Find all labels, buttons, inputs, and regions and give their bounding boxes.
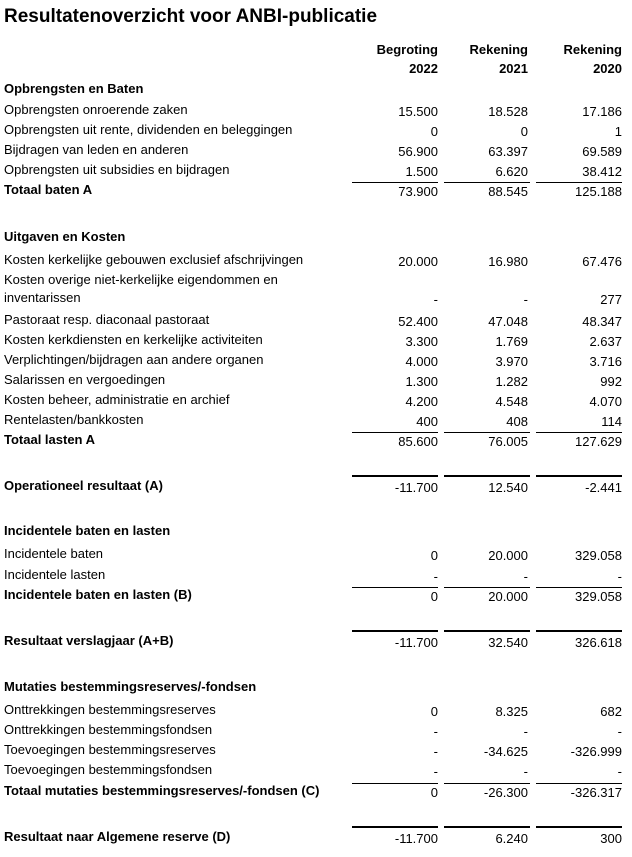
row-value: -326.999	[570, 744, 622, 759]
row-value: 69.589	[582, 144, 622, 159]
row-label: Salarissen en vergoedingen	[4, 372, 166, 387]
row-value: 2.637	[589, 334, 622, 349]
rule-line	[444, 630, 530, 632]
row-value: 127.629	[575, 434, 622, 449]
row-label: Opbrengsten uit subsidies en bijdragen	[4, 162, 230, 177]
row-label: Bijdragen van leden en anderen	[4, 142, 189, 157]
rule-line	[536, 587, 622, 588]
row-value: -	[433, 292, 438, 307]
row-label: Onttrekkingen bestemmingsfondsen	[4, 722, 213, 737]
row-value: 3.300	[405, 334, 438, 349]
rule-line	[444, 783, 530, 784]
row-value: 12.540	[488, 480, 528, 495]
row-value: 15.500	[398, 104, 438, 119]
row-value: -	[433, 724, 438, 739]
row-value: 0	[430, 785, 438, 800]
row-heading: Totaal lasten A	[4, 432, 96, 447]
row-value: -	[523, 569, 528, 584]
row-value: -34.625	[483, 744, 528, 759]
row-value: 67.476	[582, 254, 622, 269]
rule-line	[536, 475, 622, 477]
row-heading: Totaal mutaties bestemmingsreserves/-fondsen (C)	[4, 783, 320, 798]
row-value: 6.620	[495, 164, 528, 179]
row-value: 76.005	[488, 434, 528, 449]
row-value: -	[523, 292, 528, 307]
row-label: Opbrengsten uit rente, dividenden en beleggingen	[4, 122, 293, 137]
column-header-2022	[338, 40, 438, 78]
column-header-2021	[428, 40, 528, 78]
row-label: Rentelasten/bankkosten	[4, 412, 144, 427]
row-value: -326.317	[570, 785, 622, 800]
row-value: 8.325	[495, 704, 528, 719]
row-label: Kosten overige niet-kerkelijke eigendommen en inventarissen	[4, 272, 278, 305]
rule-line	[444, 182, 530, 183]
row-label: Kosten kerkelijke gebouwen exclusief afschrijvingen	[4, 252, 304, 267]
row-value: 56.900	[398, 144, 438, 159]
row-heading: Operationeel resultaat (A)	[4, 478, 163, 493]
row-value: 88.545	[488, 184, 528, 199]
row-label: Kosten beheer, administratie en archief	[4, 392, 230, 407]
column-header-year: 2021	[499, 61, 528, 76]
row-value: 1.282	[495, 374, 528, 389]
rule-line	[536, 826, 622, 828]
rule-line	[444, 826, 530, 828]
row-value: 20.000	[488, 589, 528, 604]
row-value: -	[433, 569, 438, 584]
row-heading: Incidentele baten en lasten	[4, 523, 171, 538]
row-value: 1.300	[405, 374, 438, 389]
rule-line	[352, 826, 438, 828]
row-value: 17.186	[582, 104, 622, 119]
row-value: -11.700	[394, 480, 438, 495]
row-value: 3.716	[589, 354, 622, 369]
row-heading: Totaal baten A	[4, 182, 93, 197]
rule-line	[444, 475, 530, 477]
row-value: 4.000	[405, 354, 438, 369]
row-value: 48.347	[582, 314, 622, 329]
row-value: 38.412	[582, 164, 622, 179]
row-value: 85.600	[398, 434, 438, 449]
row-value: 1	[614, 124, 622, 139]
row-value: -26.300	[483, 785, 528, 800]
row-value: 329.058	[575, 589, 622, 604]
row-label: Opbrengsten onroerende zaken	[4, 102, 188, 117]
rule-line	[352, 630, 438, 632]
row-value: -2.441	[585, 480, 622, 495]
row-value: 1.500	[405, 164, 438, 179]
row-value: -	[433, 744, 438, 759]
column-header-type: Rekening	[563, 42, 622, 57]
row-value: 16.980	[488, 254, 528, 269]
row-value: 114	[601, 414, 622, 429]
row-value: 125.188	[575, 184, 622, 199]
row-value: 682	[600, 704, 622, 719]
row-value: 326.618	[575, 635, 622, 650]
row-value: 6.240	[495, 831, 528, 846]
row-value: 0	[430, 124, 438, 139]
rule-line	[536, 432, 622, 433]
row-label: Incidentele lasten	[4, 567, 106, 582]
row-value: -	[617, 764, 622, 779]
row-value: 992	[600, 374, 622, 389]
row-label: Verplichtingen/bijdragen aan andere organen	[4, 352, 264, 367]
rule-line	[352, 783, 438, 784]
row-value: -	[523, 764, 528, 779]
row-value: 52.400	[398, 314, 438, 329]
row-value: 20.000	[398, 254, 438, 269]
row-value: -	[523, 724, 528, 739]
row-value: 0	[430, 548, 438, 563]
rule-line	[444, 432, 530, 433]
row-value: 0	[430, 704, 438, 719]
rule-line	[536, 783, 622, 784]
rule-line	[444, 587, 530, 588]
row-value: 4.548	[495, 394, 528, 409]
row-heading: Resultaat verslagjaar (A+B)	[4, 633, 174, 648]
row-heading: Incidentele baten en lasten (B)	[4, 587, 192, 602]
column-header-year: 2022	[409, 61, 438, 76]
row-heading: Mutaties bestemmingsreserves/-fondsen	[4, 679, 257, 694]
row-value: 3.970	[495, 354, 528, 369]
row-value: -	[617, 724, 622, 739]
row-value: 329.058	[575, 548, 622, 563]
row-value: 4.070	[589, 394, 622, 409]
row-value: 4.200	[405, 394, 438, 409]
row-value: 0	[520, 124, 528, 139]
row-value: 300	[600, 831, 622, 846]
row-value: 47.048	[488, 314, 528, 329]
column-header-type: Rekening	[469, 42, 528, 57]
rule-line	[536, 182, 622, 183]
row-heading: Uitgaven en Kosten	[4, 229, 126, 244]
rule-line	[536, 630, 622, 632]
row-label: Pastoraat resp. diaconaal pastoraat	[4, 312, 210, 327]
column-header-2020	[522, 40, 622, 78]
row-value: -11.700	[394, 831, 438, 846]
column-header-type: Begroting	[376, 42, 438, 57]
row-value: 18.528	[488, 104, 528, 119]
row-label: Toevoegingen bestemmingsfondsen	[4, 762, 213, 777]
row-value: 400	[416, 414, 438, 429]
row-label: Toevoegingen bestemmingsreserves	[4, 742, 216, 757]
row-value: 0	[430, 589, 438, 604]
column-header-year: 2020	[593, 61, 622, 76]
row-value: -11.700	[394, 635, 438, 650]
row-value: 20.000	[488, 548, 528, 563]
rule-line	[352, 182, 438, 183]
row-label: Onttrekkingen bestemmingsreserves	[4, 702, 216, 717]
row-heading: Resultaat naar Algemene reserve (D)	[4, 829, 231, 844]
rule-line	[352, 432, 438, 433]
row-value: 32.540	[488, 635, 528, 650]
row-value: 408	[506, 414, 528, 429]
row-value: 277	[600, 292, 622, 307]
row-value: -	[617, 569, 622, 584]
row-label: Incidentele baten	[4, 546, 104, 561]
row-heading: Opbrengsten en Baten	[4, 81, 144, 96]
rule-line	[352, 587, 438, 588]
row-value: 63.397	[488, 144, 528, 159]
row-value: 1.769	[495, 334, 528, 349]
row-value: 73.900	[398, 184, 438, 199]
rule-line	[352, 475, 438, 477]
page-title: Resultatenoverzicht voor ANBI-publicatie	[4, 6, 378, 27]
row-value: -	[433, 764, 438, 779]
row-label: Kosten kerkdiensten en kerkelijke activiteiten	[4, 332, 263, 347]
